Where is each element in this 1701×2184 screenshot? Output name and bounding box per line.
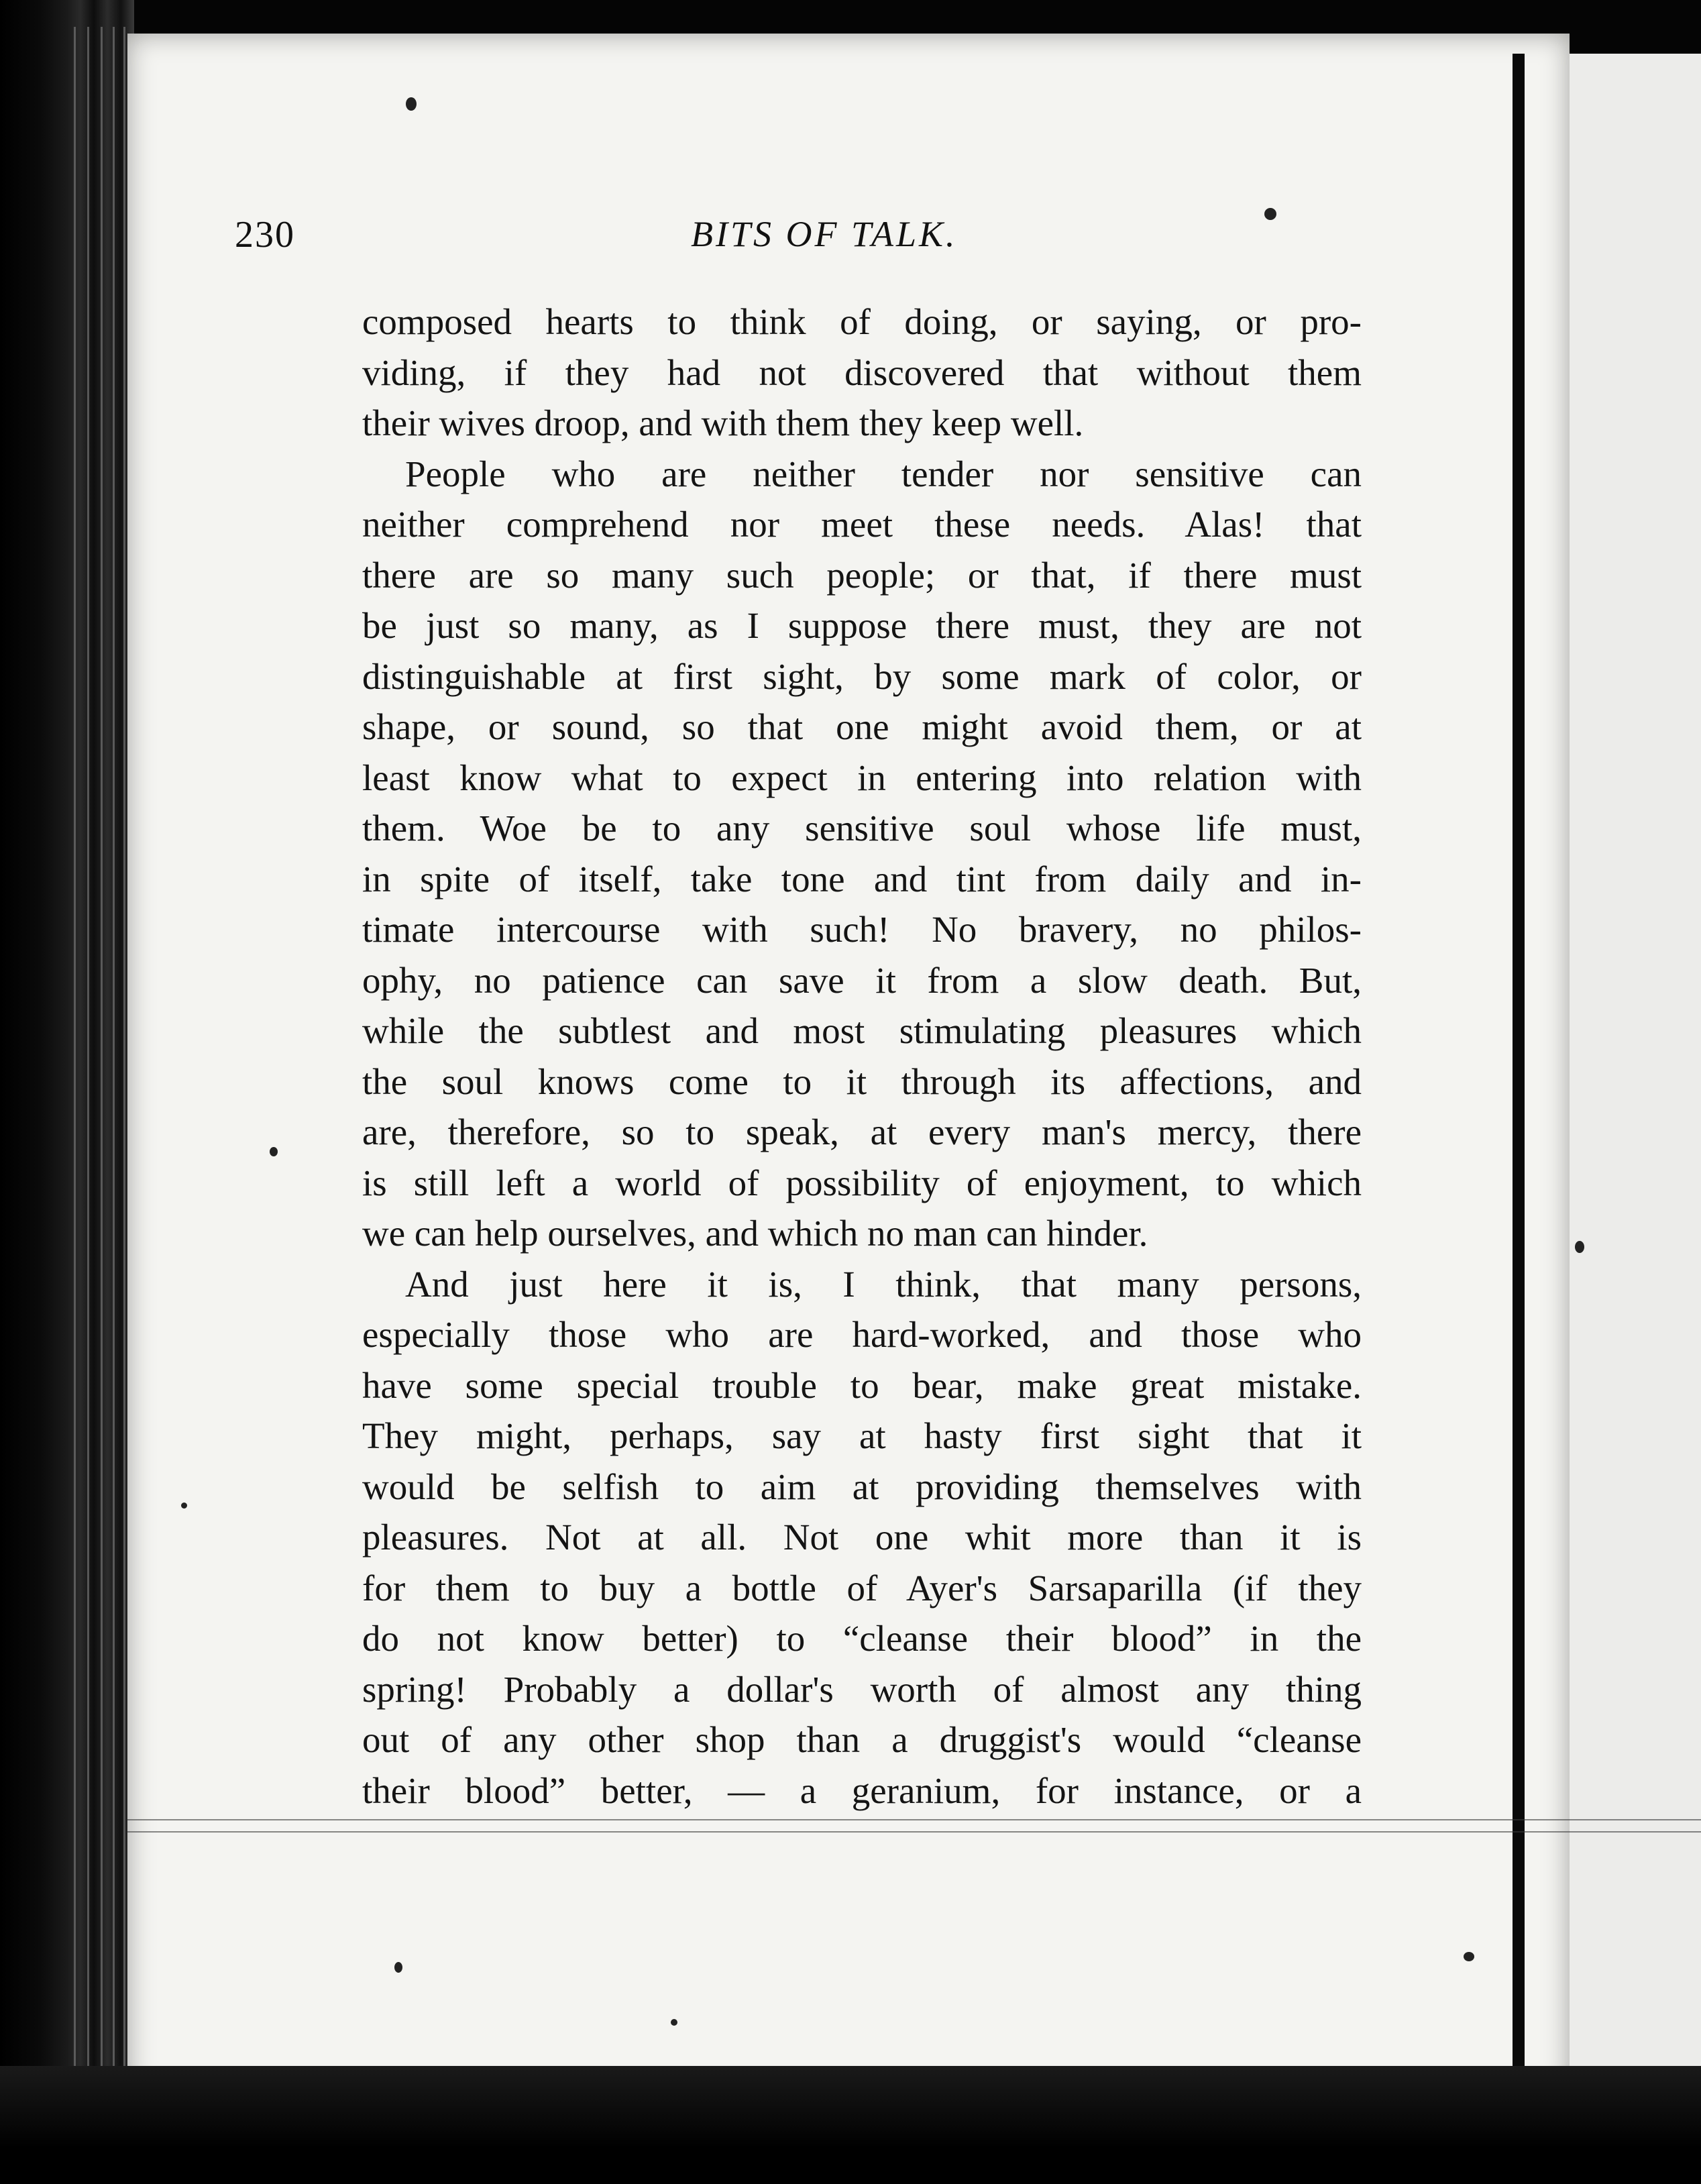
text-line: People who are neither tender nor sensitive can: [405, 453, 1362, 494]
text-line: viding, if they had not discovered that without them: [362, 351, 1362, 393]
text-line: would be selfish to aim at providing themselves with: [362, 1466, 1362, 1507]
scan-speck: [1575, 1241, 1584, 1253]
text-line: spring! Probably a dollar's worth of almost any thing: [362, 1668, 1362, 1710]
scan-speck: [394, 1962, 402, 1973]
book-edge: [0, 0, 134, 2184]
text-line: least know what to expect in entering into relation with: [362, 757, 1362, 798]
text-line: composed hearts to think of doing, or saying, or pro-: [362, 301, 1362, 342]
text-line: their wives droop, and with them they keep well.: [362, 402, 1084, 443]
page-stack-line: [87, 27, 89, 2144]
text-line: we can help ourselves, and which no man can hinder.: [362, 1213, 1148, 1254]
page-stack-line: [74, 27, 76, 2144]
scan-speck: [671, 2019, 677, 2026]
page-number: 230: [235, 214, 295, 256]
text-line: ophy, no patience can save it from a slow death. But,: [362, 959, 1362, 1001]
page-stack-line: [113, 27, 115, 2144]
scan-speck: [270, 1147, 278, 1156]
text-line: neither comprehend nor meet these needs. Alas! that: [362, 504, 1362, 545]
page-gutter-shadow: [1513, 54, 1525, 2113]
text-line: their blood” better, — a geranium, for instance, or a: [362, 1769, 1362, 1811]
text-line: in spite of itself, take tone and tint from daily and in-: [362, 858, 1362, 899]
text-line: distinguishable at first sight, by some mark of color, or: [362, 655, 1362, 697]
text-line: out of any other shop than a druggist's would “cleanse: [362, 1719, 1362, 1760]
scan-speck: [406, 97, 417, 111]
running-head: [235, 213, 1375, 280]
text-line: while the subtlest and most stimulating pleasures which: [362, 1010, 1362, 1051]
text-line: there are so many such people; or that, if there must: [362, 554, 1362, 596]
scan-artifact-line: [127, 1819, 1701, 1820]
text-line: for them to buy a bottle of Ayer's Sarsaparilla (if they: [362, 1567, 1362, 1608]
text-line: be just so many, as I suppose there must, they are not: [362, 605, 1362, 646]
text-line: do not know better) to “cleanse their blood” in the: [362, 1618, 1362, 1659]
text-line: them. Woe be to any sensitive soul whose life must,: [362, 808, 1362, 849]
scan-border-bottom: [0, 2066, 1701, 2184]
text-line: timate intercourse with such! No bravery, no philos-: [362, 909, 1362, 950]
text-line: is still left a world of possibility of enjoyment, to which: [362, 1162, 1362, 1203]
body-text: [362, 296, 1362, 1816]
text-line: pleasures. Not at all. Not one whit more than it is: [362, 1517, 1362, 1558]
text-line: shape, or sound, so that one might avoid them, or at: [362, 706, 1362, 747]
text-line: the soul knows come to it through its affections, and: [362, 1060, 1362, 1102]
text-line: And just here it is, I think, that many persons,: [405, 1263, 1362, 1305]
text-line: They might, perhaps, say at hasty first sight that it: [362, 1415, 1362, 1456]
page-stack-line: [101, 27, 103, 2144]
scan-speck: [1264, 208, 1276, 220]
text-line: are, therefore, so to speak, at every man's mercy, there: [362, 1111, 1362, 1152]
scan-artifact-line: [127, 1831, 1701, 1833]
text-line: have some special trouble to bear, make great mistake.: [362, 1364, 1362, 1406]
book-title: BITS OF TALK.: [691, 214, 958, 254]
scan-speck: [181, 1503, 187, 1509]
text-line: especially those who are hard-worked, and those who: [362, 1314, 1362, 1355]
scan-speck: [1464, 1952, 1474, 1961]
page-stack-line: [123, 27, 125, 2144]
